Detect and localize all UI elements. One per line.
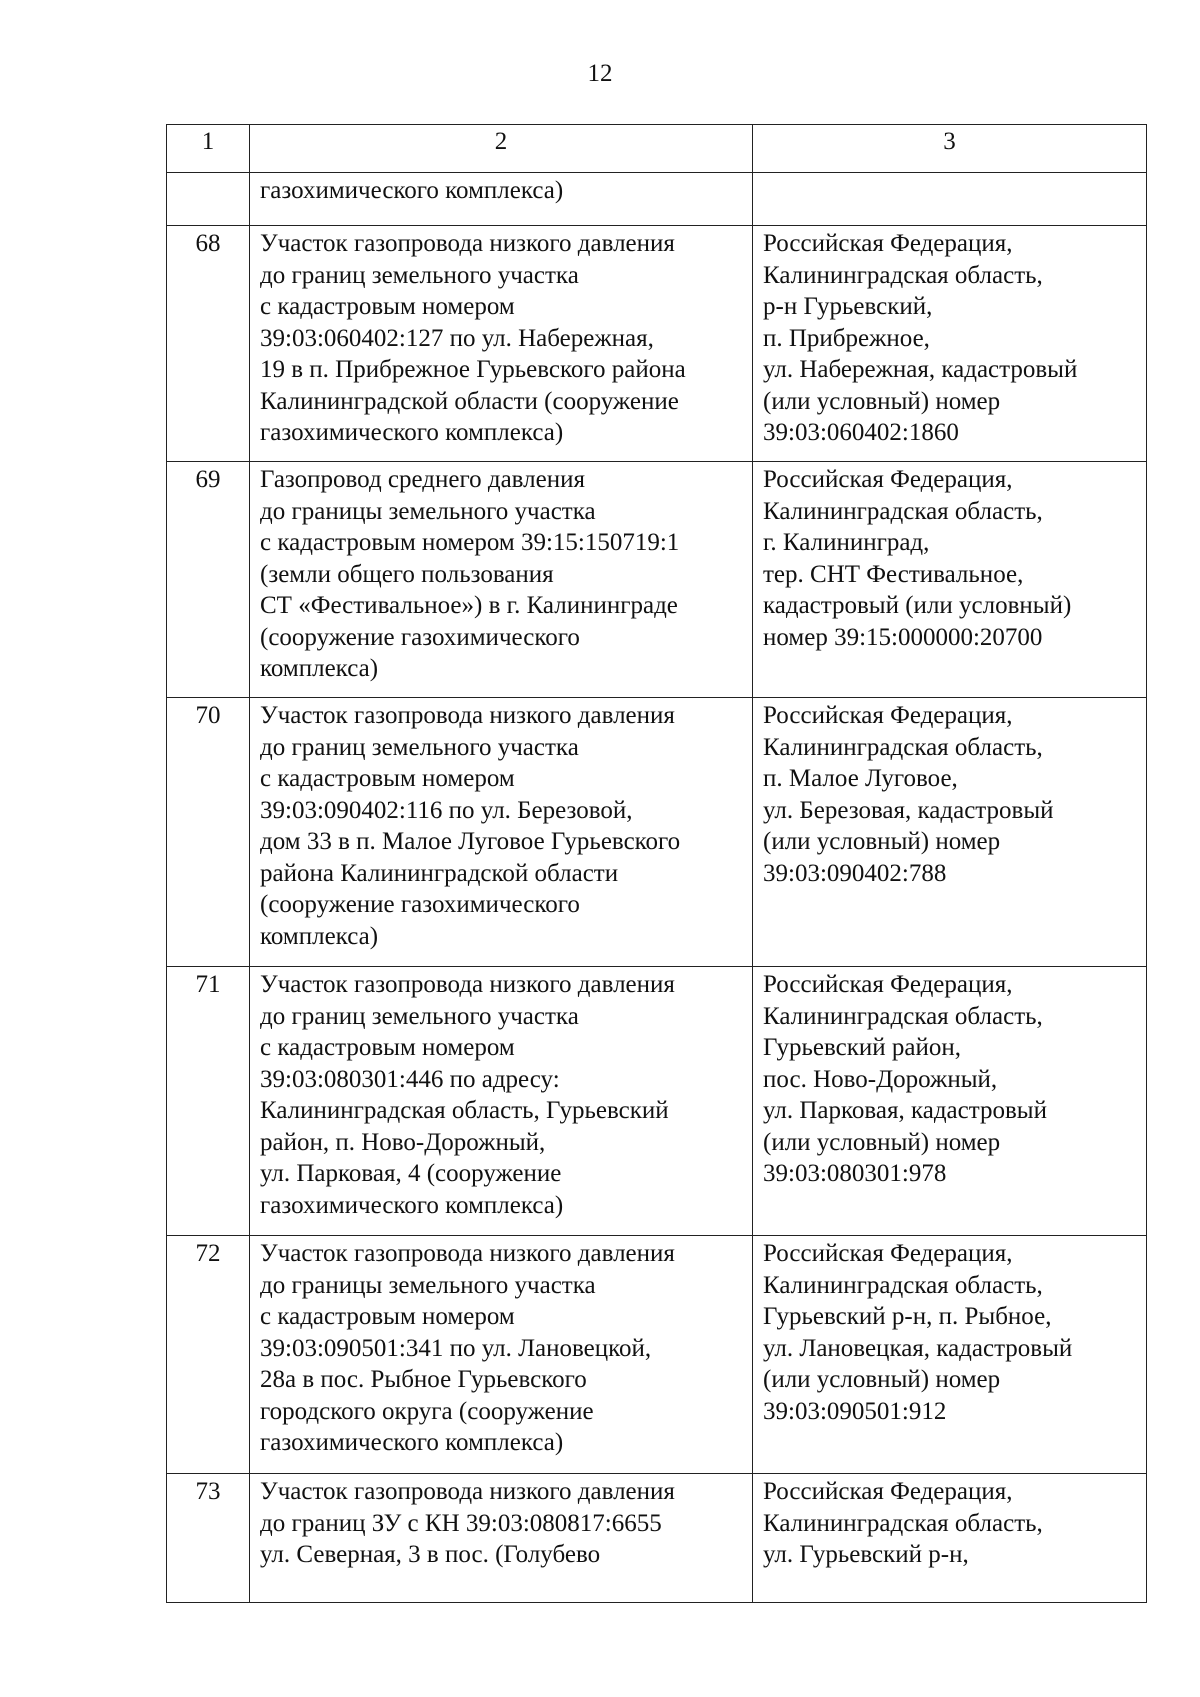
object-location: Российская Федерация, Калининградская область, ул. Гурьевский р-н, xyxy=(753,1474,1147,1603)
object-description: Участок газопровода низкого давления до границ ЗУ с КН 39:03:080817:6655 ул. Северная, 3 в пос. (Голубево xyxy=(250,1474,753,1603)
table-row xyxy=(167,1474,1147,1603)
object-description: Участок газопровода низкого давления до границ земельного участка с кадастровым номером 39:03:060402:127 по ул. Набережная, 19 в п. Прибрежное Гурьевского района Калининградской области (сооружение газохимического комплекса) xyxy=(250,226,753,462)
row-number: 70 xyxy=(167,698,250,967)
object-location: Российская Федерация, Калининградская область, г. Калининград, тер. СНТ Фестивальное, кадастровый (или условный) номер 39:15:000000:20700 xyxy=(753,462,1147,698)
registry-table xyxy=(166,124,1147,1603)
table-row xyxy=(167,967,1147,1236)
row-number xyxy=(167,173,250,226)
object-location: Российская Федерация, Калининградская область, Гурьевский р-н, п. Рыбное, ул. Лановецкая, кадастровый (или условный) номер 39:03:090501:912 xyxy=(753,1236,1147,1474)
row-number: 71 xyxy=(167,967,250,1236)
table-row xyxy=(167,698,1147,967)
table-row xyxy=(167,462,1147,698)
table-header-row xyxy=(167,125,1147,173)
table-row xyxy=(167,226,1147,462)
row-number: 68 xyxy=(167,226,250,462)
column-header-location: 3 xyxy=(753,125,1147,173)
object-description: газохимического комплекса) xyxy=(250,173,753,226)
object-location: Российская Федерация, Калининградская область, Гурьевский район, пос. Ново-Дорожный, ул. Парковая, кадастровый (или условный) номер 39:03:080301:978 xyxy=(753,967,1147,1236)
column-header-description: 2 xyxy=(250,125,753,173)
object-location: Российская Федерация, Калининградская область, п. Малое Луговое, ул. Березовая, кадастровый (или условный) номер 39:03:090402:788 xyxy=(753,698,1147,967)
object-description: Участок газопровода низкого давления до границ земельного участка с кадастровым номером 39:03:080301:446 по адресу: Калининградская область, Гурьевский район, п. Ново-Дорожный, ул. Парковая, 4 (сооружение газохимического комплекса) xyxy=(250,967,753,1236)
table-row-continuation xyxy=(167,173,1147,226)
object-description: Газопровод среднего давления до границы земельного участка с кадастровым номером 39:15:150719:1 (земли общего пользования СТ «Фестивальное») в г. Калининграде (сооружение газохимического комплекса) xyxy=(250,462,753,698)
column-header-number: 1 xyxy=(167,125,250,173)
page-number: 12 xyxy=(587,60,613,87)
object-description: Участок газопровода низкого давления до границы земельного участка с кадастровым номером 39:03:090501:341 по ул. Лановецкой, 28а в пос. Рыбное Гурьевского городского округа (сооружение газохимического комплекса) xyxy=(250,1236,753,1474)
table-row xyxy=(167,1236,1147,1474)
object-location: Российская Федерация, Калининградская область, р-н Гурьевский, п. Прибрежное, ул. Набережная, кадастровый (или условный) номер 39:03:060402:1860 xyxy=(753,226,1147,462)
object-description: Участок газопровода низкого давления до границ земельного участка с кадастровым номером 39:03:090402:116 по ул. Березовой, дом 33 в п. Малое Луговое Гурьевского района Калининградской области (сооружение газохимического комплекса) xyxy=(250,698,753,967)
row-number: 69 xyxy=(167,462,250,698)
row-number: 73 xyxy=(167,1474,250,1603)
object-location xyxy=(753,173,1147,226)
row-number: 72 xyxy=(167,1236,250,1474)
